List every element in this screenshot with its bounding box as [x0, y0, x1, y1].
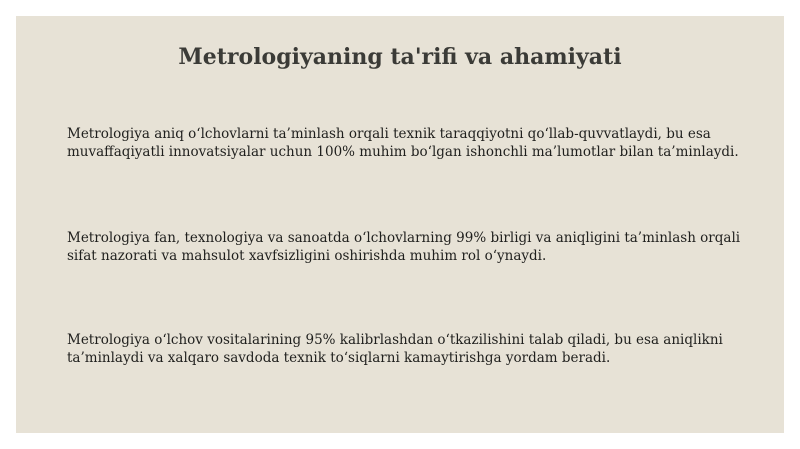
slide: [16, 16, 784, 433]
paragraph-2: Metrologiya fan, texnologiya va sanoatda o‘lchovlarning 99% birligi va aniqligini ta’minlash orqali sifat nazorati va mahsulot xavfsizligini oshirishda muhim rol o‘ynaydi.: [67, 230, 741, 264]
paragraph-3: Metrologiya o‘lchov vositalarining 95% kalibrlashdan o‘tkazilishini talab qiladi, bu esa aniqlikni ta’minlaydi va xalqaro savdoda texnik to‘siqlarni kamaytirishga yordam beradi.: [67, 332, 723, 366]
paragraph-1: Metrologiya aniq o‘lchovlarni ta’minlash orqali texnik taraqqiyotni qo‘llab-quvvatlaydi, bu esa muvaffaqiyatli innovatsiyalar uchun 100% muhim bo‘lgan ishonchli ma’lumotlar bilan ta’minlaydi.: [67, 126, 739, 160]
slide-title: Metrologiyaning ta'rifi va ahamiyati: [178, 44, 622, 70]
